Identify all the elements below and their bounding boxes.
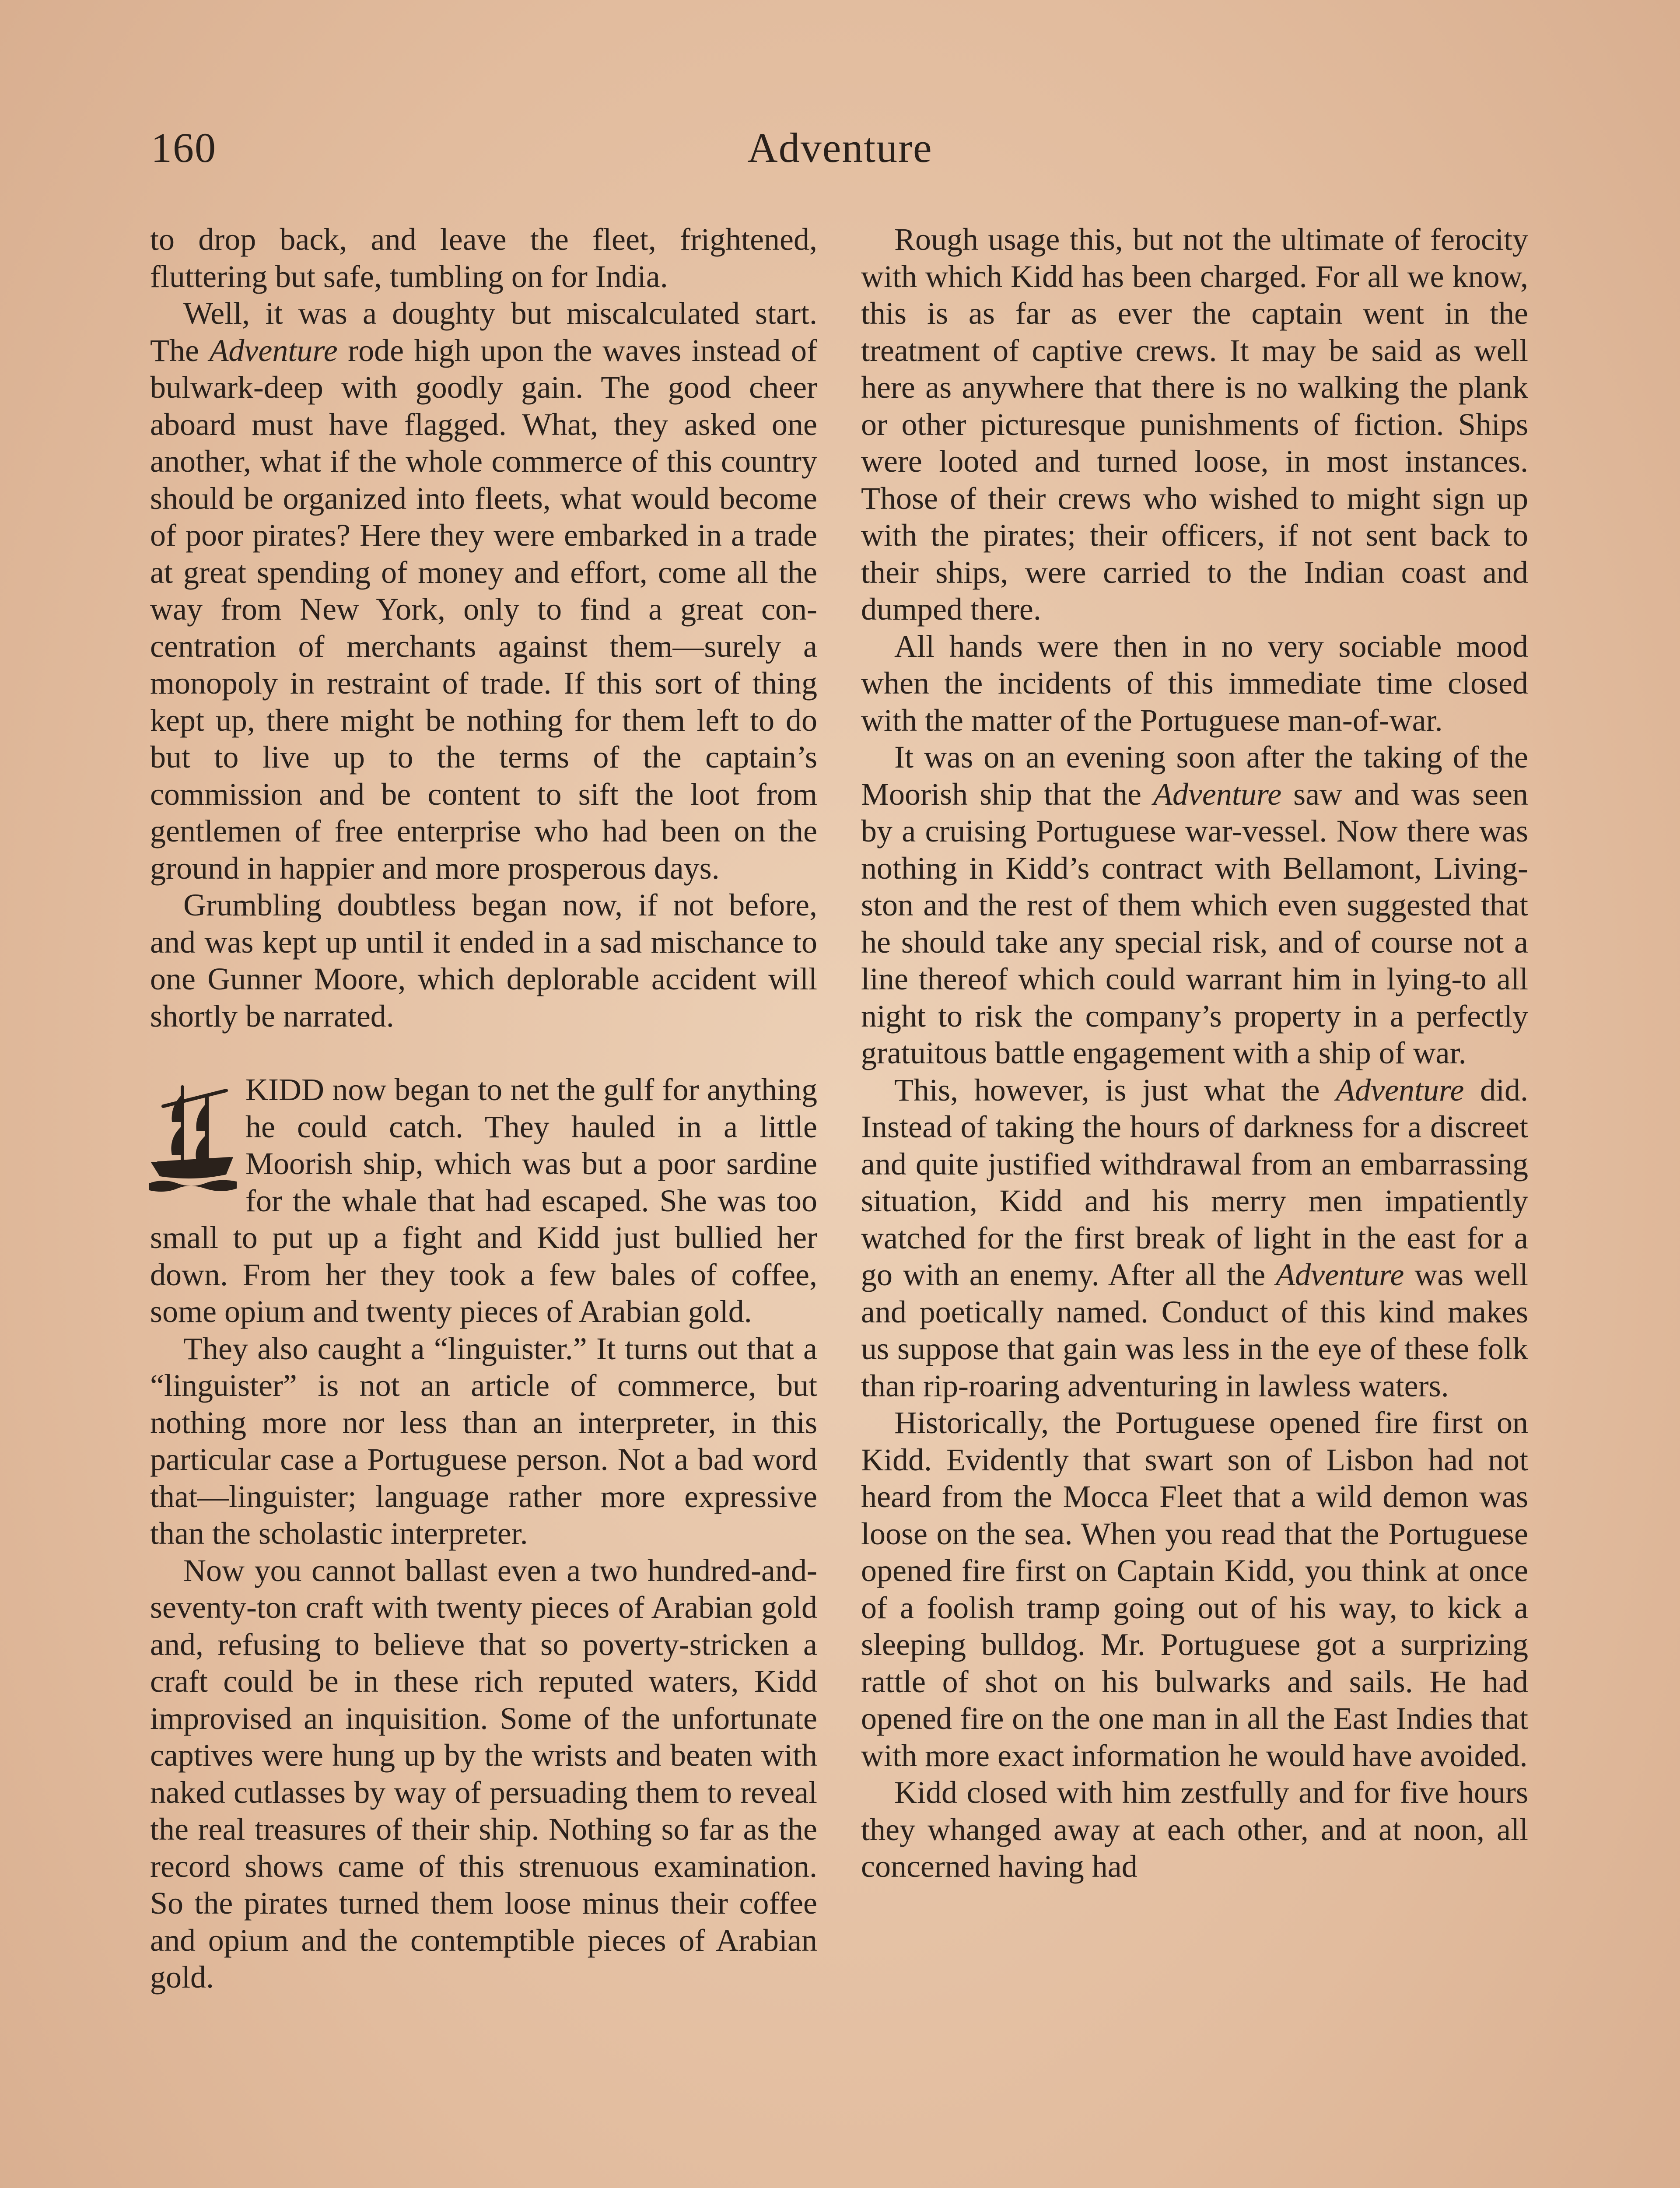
paragraph — [861, 1072, 1528, 1405]
paragraph — [150, 295, 817, 887]
ship-name: Adventure — [1336, 1072, 1464, 1108]
paragraph: Rough usage this, but not the ultimate of ferocity with which Kidd has been charged. For all we know, this is as far as ever the captain went in the treatment of captive crews. It may be said as well here as anywhere that there is no walking the plank or other picturesque punishments of fiction. Ships were looted and turned loose, in most instances. Those of their crews who wished to might sign up with the pirates; their officers, if not sent back to their ships, were carried to the Indian coast and dumped there. — [861, 222, 1528, 627]
paragraph: They also caught a “linguister.” It turns out that a “linguister” is not an article of commerce, but nothing more nor less than an interpreter, in this particular case a Portuguese person. Not a bad word that—linguister; language rather more expressive than the scholastic interpreter. — [150, 1331, 817, 1551]
ship-name: Adventure — [209, 333, 338, 368]
paragraph-text: This, however, is just what the — [894, 1072, 1336, 1108]
left-column — [150, 221, 817, 1996]
section-start-paragraph — [150, 1071, 817, 1330]
paragraph: Historically, the Portuguese opened fire first on Kidd. Evidently that swart son of Lisbon had not heard from the Mocca Fleet that a wild demon was loose on the sea. When you read that the Portuguese opened fire first on Captain Kidd, you think at once of a foolish tramp going out of his way, to kick a sleeping bulldog. Mr. Portuguese got a surprizing rattle of shot on his bulwarks and sails. He had opened fire on the one man in all the East Indies that with more exact information he would have avoided. — [861, 1405, 1528, 1773]
paragraph: Kidd closed with him zestfully and for five hours they whanged away at each other, and at noon, all concerned having had — [861, 1775, 1528, 1884]
paragraph: Now you cannot ballast even a two hundred-and-seventy-ton craft with twenty pieces of Arabian gold and, refusing to believe that so poverty-stricken a craft could be in these rich reputed waters, Kidd improvised an inquisition. Some of the unfortunate captives were hung up by the wrists and beaten with naked cutlasses by way of persuading them to reveal the real treasures of their ship. Nothing so far as the record shows came of this strenuous examination. So the pirates turned them loose minus their coffee and opium and the contemptible pieces of Arabian gold. — [150, 1553, 817, 1995]
paragraph-text: rode high upon the waves instead of bulwark-deep with goodly gain. The good cheer aboard must have flagged. What, they asked one another, what if the whole commerce of this country should be organized into fleets, what would become of poor pirates? Here they were embarked in a trade at great spending of money and effort, come all the way from New York, only to find a great concentration of merchants against them—surely a monopoly in restraint of trade. If this sort of thing kept up, there might be nothing for them left to do but to live up to the terms of the captain’s commission and be content to sift the loot from gentlemen of free enterprise who had been on the ground in happier and more prosperous days. — [150, 333, 817, 886]
paragraph-text: KIDD now began to net the gulf for anything he could catch. They hauled in a little Moorish ship, which was but a poor sardine for the whale that had escaped. She was too small to put up a fight and Kidd just bullied her down. From her they took a few bales of coffee, some opium and twenty pieces of Arabian gold. — [150, 1072, 817, 1329]
paragraph-text: Well, it was a doughty but miscalculated start. The — [150, 296, 817, 368]
paragraph-text: did. Instead of taking the hours of darkness for a discreet and quite justified withdrawal from an embarrassing situation, Kidd and his merry men impatiently watched for the first break of light in the east for a go with an enemy. After all the — [861, 1072, 1528, 1292]
page-number: 160 — [151, 124, 217, 171]
paragraph-text: It was on an evening soon after the taking of the Moorish ship that the — [861, 740, 1528, 812]
ship-name: Adventure — [1276, 1257, 1404, 1292]
paragraph-text: saw and was seen by a cruising Portuguese war-vessel. Now there was nothing in Kidd’s contract with Bellamont, Livingston and the rest of them which even suggested that he should take any special risk, and of course not a line thereof which could warrant him in lying-to all night to risk the company’s property in a perfectly gratuitous battle engagement with a ship of war. — [861, 776, 1528, 1070]
right-column — [861, 221, 1528, 1885]
paragraph: All hands were then in no very sociable mood when the incidents of this immediate time closed with the matter of the Portuguese man-of-war. — [861, 628, 1528, 738]
running-title: Adventure — [747, 124, 933, 171]
paragraph — [861, 739, 1528, 1072]
paragraph-text: was well and poetically named. Conduct of this kind makes us suppose that gain was less in the eye of these folk than rip-roaring adventuring in lawless waters. — [861, 1257, 1528, 1403]
ship-name: Adventure — [1153, 776, 1282, 812]
paragraph: to drop back, and leave the fleet, frightened, fluttering but safe, tumbling on for India. — [150, 222, 817, 294]
paragraph: Grumbling doubtless began now, if not before, and was kept up until it ended in a sad mischance to one Gunner Moore, which deplorable accident will shortly be narrated. — [150, 887, 817, 1034]
sailing-ship-icon — [146, 1071, 242, 1203]
